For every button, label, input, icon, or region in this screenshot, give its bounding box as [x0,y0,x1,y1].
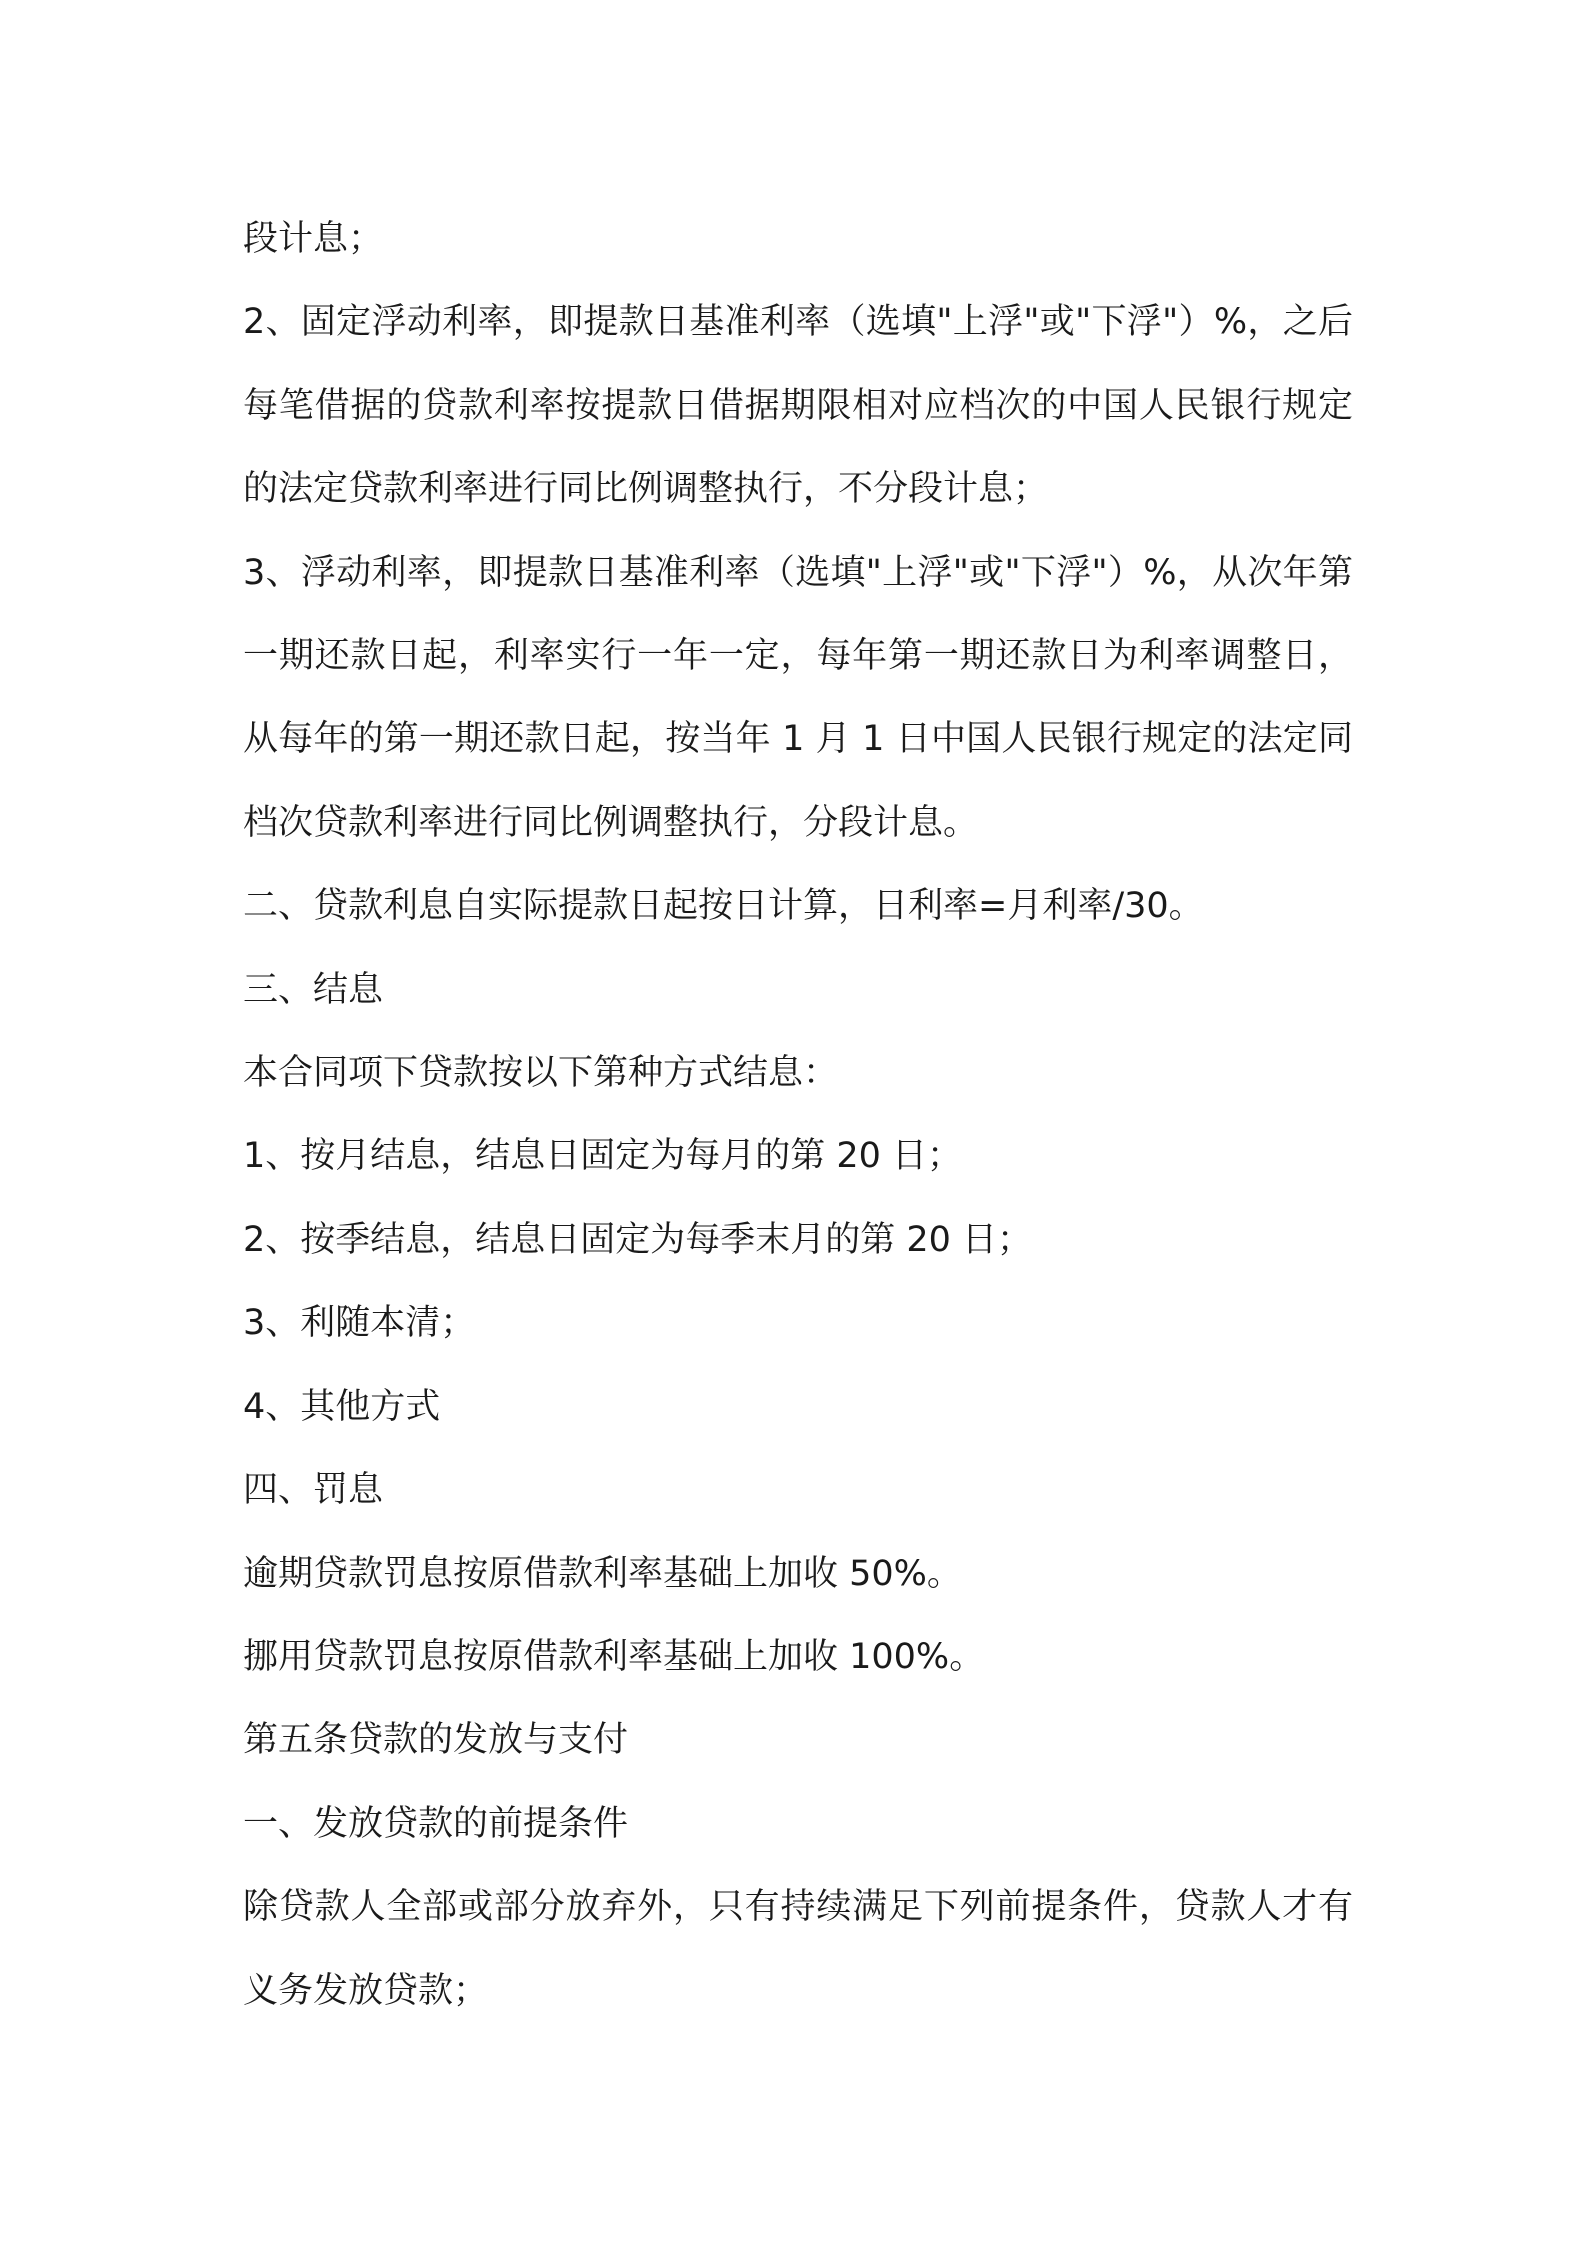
paragraph: 3、浮动利率，即提款日基准利率（选填"上浮"或"下浮"）%，从次年第一期还款日起，利率实行一年一定，每年第一期还款日为利率调整日，从每年的第一期还款日起，按当年 1 月 1 日中国人民银行规定的法定同档次贷款利率进行同比例调整执行，分段计息。 [243,552,1353,843]
list-item: 3、利随本清； [243,1303,476,1344]
paragraph: 挪用贷款罚息按原借款利率基础上加收 100%。 [243,1636,985,1677]
list-item: 2、按季结息，结息日固定为每季末月的第 20 日； [243,1219,1033,1260]
section-heading: 一、发放贷款的前提条件 [243,1803,629,1844]
list-item: 1、按月结息，结息日固定为每月的第 20 日； [243,1136,963,1177]
paragraph: 逾期贷款罚息按原借款利率基础上加收 50%。 [243,1553,962,1594]
paragraph: 本合同项下贷款按以下第种方式结息： [243,1053,839,1094]
article-heading: 第五条贷款的发放与支付 [243,1720,629,1761]
document-body [243,198,1353,2033]
paragraph: 2、固定浮动利率，即提款日基准利率（选填"上浮"或"下浮"）%，之后每笔借据的贷款利率按提款日借据期限相对应档次的中国人民银行规定的法定贷款利率进行同比例调整执行，不分段计息； [243,302,1354,510]
paragraph: 段计息； [243,219,384,259]
section-heading: 三、结息 [243,969,384,1010]
paragraph: 二、贷款利息自实际提款日起按日计算，日利率=月利率/30。 [243,886,1204,927]
section-heading: 四、罚息 [243,1470,384,1511]
list-item: 4、其他方式 [243,1386,441,1427]
paragraph: 除贷款人全部或部分放弃外，只有持续满足下列前提条件，贷款人才有义务发放贷款； [243,1887,1353,2011]
